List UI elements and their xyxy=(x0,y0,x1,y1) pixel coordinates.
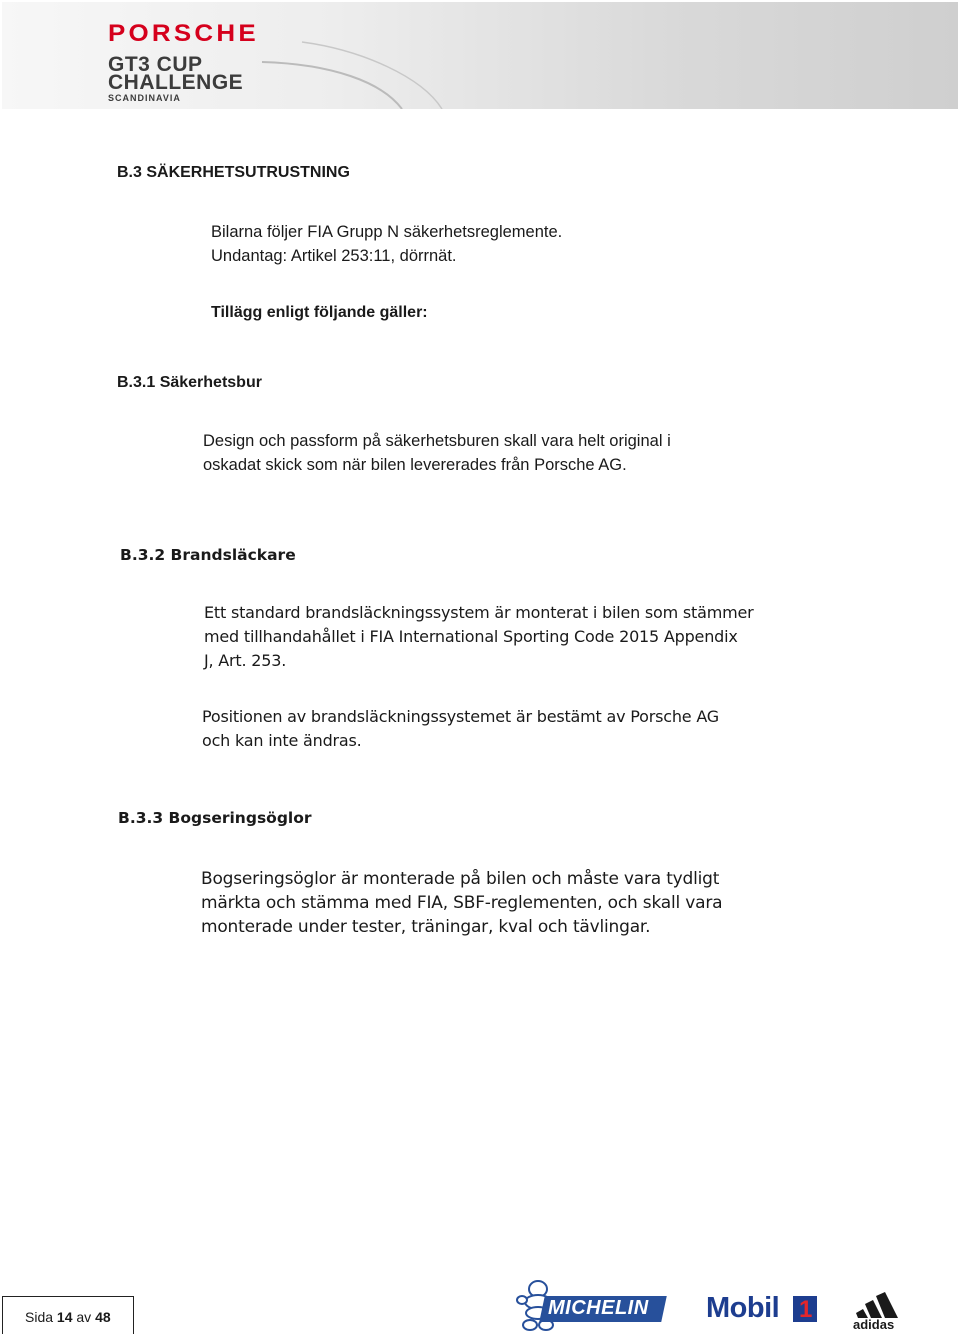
subsection-title-b32: B.3.2 Brandsläckare xyxy=(120,546,296,564)
intro-line-1: Bilarna följer FIA Grupp N säkerhetsreglemente. xyxy=(211,223,563,241)
b33-line-2: märkta och stämma med FIA, SBF-reglementen, och skall vara xyxy=(201,893,723,913)
b32-line-5: och kan inte ändras. xyxy=(202,731,362,750)
adidas-stripes-icon xyxy=(856,1292,900,1318)
page-number xyxy=(25,1309,111,1325)
michelin-logo xyxy=(516,1280,666,1332)
page-prefix: Sida xyxy=(25,1309,54,1325)
page-number-box xyxy=(2,1296,134,1334)
subsection-title-b31: B.3.1 Säkerhetsbur xyxy=(117,374,262,391)
adidas-wordmark: adidas xyxy=(853,1317,895,1332)
mobil-one-badge xyxy=(793,1296,817,1322)
intro-line-2: Undantag: Artikel 253:11, dörrnät. xyxy=(211,247,457,265)
page-separator: av xyxy=(76,1309,92,1325)
series-name-line1: GT3 CUP xyxy=(108,53,203,76)
section-title: B.3 SÄKERHETSUTRUSTNING xyxy=(117,164,350,181)
b32-line-3: J, Art. 253. xyxy=(204,651,287,670)
series-name-line2: CHALLENGE xyxy=(108,71,244,94)
mobil-wordmark: Mobil xyxy=(706,1292,780,1324)
current-page: 14 xyxy=(56,1309,73,1325)
b33-line-1: Bogseringsöglor är monterade på bilen och måste vara tydligt xyxy=(201,869,720,889)
b31-line-2: oskadat skick som när bilen levererades från Porsche AG. xyxy=(203,456,627,474)
mobil1-logo xyxy=(706,1292,818,1326)
series-name-line3: SCANDINAVIA xyxy=(108,93,181,103)
b32-line-4: Positionen av brandsläckningssystemet är bestämt av Porsche AG xyxy=(202,707,719,726)
b32-line-2: med tillhandahållet i FIA International Sporting Code 2015 Appendix xyxy=(204,627,738,646)
total-pages: 48 xyxy=(95,1309,111,1325)
header-banner xyxy=(2,2,958,109)
b33-line-3: monterade under tester, träningar, kval och tävlingar. xyxy=(201,917,651,937)
b32-line-1: Ett standard brandsläckningssystem är monterat i bilen som stämmer xyxy=(204,603,754,622)
mobil-one-number: 1 xyxy=(799,1296,813,1323)
subsection-title-b33: B.3.3 Bogseringsöglor xyxy=(118,809,312,827)
adidas-logo xyxy=(850,1292,904,1332)
porsche-logo-text: PORSCHE xyxy=(108,20,259,47)
michelin-wordmark: MICHELIN xyxy=(548,1297,649,1319)
b31-line-1: Design och passform på säkerhetsburen skall vara helt original i xyxy=(203,432,671,450)
additions-heading: Tillägg enligt följande gäller: xyxy=(211,304,428,321)
